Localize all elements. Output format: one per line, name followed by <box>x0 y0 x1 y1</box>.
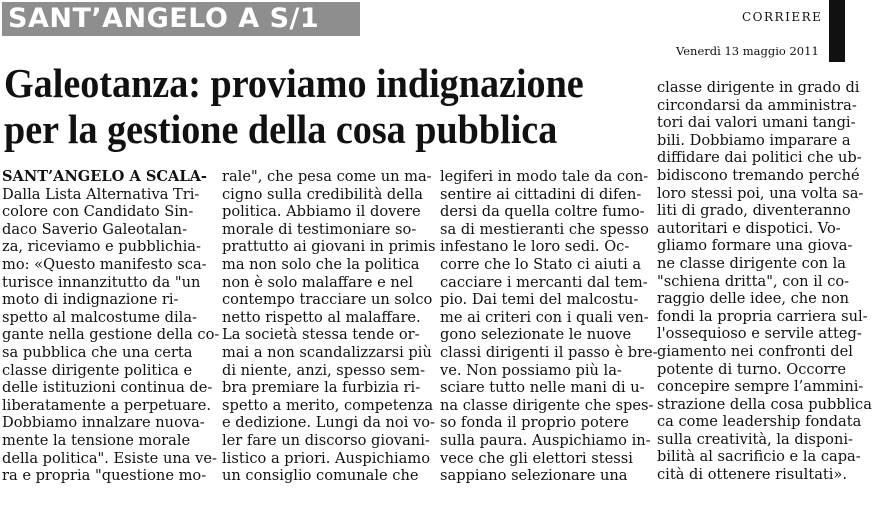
text-line: bra premiare la furbizia ri- <box>222 379 421 397</box>
text-line: contempo tracciare un solco <box>222 291 433 309</box>
text-line: ve. Non possiamo più la- <box>440 361 622 379</box>
text-line: gono selezionate le nuove <box>440 326 632 344</box>
text-line: sa pubblica che una certa <box>2 343 193 361</box>
text-line: gliamo formare una giova- <box>657 237 853 255</box>
text-line: sulla paura. Auspichiamo in- <box>440 431 651 449</box>
text-line: spetto a merito, competenza <box>222 396 434 414</box>
text-line: liberatamente a perpetuare. <box>2 396 212 414</box>
text-line: ne classe dirigente con la <box>657 254 847 272</box>
article-column-3 <box>440 168 658 485</box>
text-line: moto di indignazione ri- <box>2 291 179 309</box>
text-line: circondarsi da amministra- <box>657 96 857 114</box>
text-line: ca come leadership fondata <box>657 413 862 431</box>
text-line: listico a priori. Auspichiamo <box>222 449 430 467</box>
section-kicker: SANT’ANGELO A S/1 <box>2 2 360 36</box>
text-line: "schiena dritta", con il co- <box>657 272 850 290</box>
text-line: me ai criteri con i quali ven- <box>440 308 649 326</box>
text-line: prattutto ai giovani in primis <box>222 238 436 256</box>
text-line: infestano le loro sedi. Oc- <box>440 238 630 256</box>
text-line: autoritari e dispotici. Vo- <box>657 219 841 237</box>
text-line: sentire ai cittadini di difen- <box>440 185 642 203</box>
text-line: mente la tensione morale <box>2 431 191 449</box>
text-line: della politica". Esiste una ve- <box>2 449 217 467</box>
text-line: sulla creatività, la disponi- <box>657 430 853 448</box>
text-line: sciare tutto nelle mani di u- <box>440 379 645 397</box>
text-line: loro stessi poi, una volta sa- <box>657 184 864 202</box>
text-line: politica. Abbiamo il dovere <box>222 203 421 221</box>
text-line: turisce innanzitutto da "un <box>2 273 201 291</box>
article-column-2 <box>222 168 436 485</box>
text-line: netto rispetto al malaffare. <box>222 308 421 326</box>
text-line: daco Saverio Galeotalan- <box>2 220 188 238</box>
article-headline <box>4 60 599 152</box>
text-line: l'ossequioso e servile atteg- <box>657 325 862 343</box>
text-line: za, riceviamo e pubblichia- <box>2 238 201 256</box>
text-line: spetto al malcostume dila- <box>2 308 197 326</box>
text-line: rale", che pesa come un ma- <box>222 168 432 185</box>
text-line: legiferi in modo tale da con- <box>440 168 649 185</box>
text-line: tori dai valori umani tangi- <box>657 114 856 132</box>
text-line: di niente, anzi, spesso sem- <box>222 361 426 379</box>
text-line: raggio delle idee, che non <box>657 290 850 308</box>
text-line: vece che gli elettori stessi <box>440 449 633 467</box>
text-line: na classe dirigente che spes- <box>440 396 654 414</box>
text-line: mai a non scandalizzarsi più <box>222 343 432 361</box>
text-line: delle istituzioni continua de- <box>2 379 213 397</box>
text-line: ma non solo che la politica <box>222 255 420 273</box>
text-line: cità di ottenere risultati». <box>657 466 847 484</box>
text-line: strazione della cosa pubblica <box>657 395 872 413</box>
text-line: diffidare dai politici che ub- <box>657 149 862 167</box>
issue-date: Venerdì 13 maggio 2011 <box>676 44 819 58</box>
text-line: classe dirigente politica e <box>2 361 193 379</box>
text-line: bidiscono tremando perché <box>657 166 860 184</box>
text-line: ra e propria "questione mo- <box>2 467 207 485</box>
text-line: La società stessa tende or- <box>222 326 420 344</box>
text-line: giamento nei confronti del <box>657 342 853 360</box>
text-line: bili. Dobbiamo imparare a <box>657 131 851 149</box>
text-line: e dedizione. Lungi da noi vo- <box>222 414 435 432</box>
newspaper-brand: CORRIERE <box>742 10 823 24</box>
text-line: dersi da quella coltre fumo- <box>440 203 645 221</box>
text-line: non è solo malaffare e nel <box>222 273 414 291</box>
text-line: corre che lo Stato ci aiuti a <box>440 255 642 273</box>
text-line: SANT’ANGELO A SCALA- <box>2 168 207 185</box>
text-line: sa di mestieranti che spesso <box>440 220 649 238</box>
text-line: gante nella gestione della co- <box>2 326 220 344</box>
text-line: bilità al sacrificio e la capa- <box>657 448 861 466</box>
decorative-black-bar <box>829 0 845 62</box>
text-line: un consiglio comunale che <box>222 467 419 485</box>
text-line: Dalla Lista Alternativa Tri- <box>2 185 200 203</box>
text-line: colore con Candidato Sin- <box>2 203 194 221</box>
text-line: cacciare i mercanti dal tem- <box>440 273 648 291</box>
text-line: mo: «Questo manifesto sca- <box>2 255 207 273</box>
text-line: Dobbiamo innalzare nuova- <box>2 414 205 432</box>
text-line: sappiano selezionare una <box>440 467 628 485</box>
text-line: potente di turno. Occorre <box>657 360 846 378</box>
headline-line-1: Galeotanza: proviamo indignazione <box>4 60 584 106</box>
text-line: cigno sulla credibilità della <box>222 185 423 203</box>
text-line: concepire sempre l’ammini- <box>657 378 864 396</box>
text-line: so fonda il proprio potere <box>440 414 629 432</box>
text-line: pio. Dai temi del malcostu- <box>440 291 639 309</box>
text-line: classe dirigente in grado di <box>657 79 860 96</box>
text-line: liti di grado, diventeranno <box>657 202 851 220</box>
article-column-1 <box>2 168 220 485</box>
text-line: ler fare un discorso giovani- <box>222 431 430 449</box>
text-line: fondi la propria carriera sul- <box>657 307 868 325</box>
text-line: morale di testimoniare so- <box>222 220 417 238</box>
headline-line-2: per la gestione della cosa pubblica <box>4 106 558 152</box>
article-column-4 <box>657 79 872 484</box>
text-line: classi dirigenti il passo è bre- <box>440 343 658 361</box>
